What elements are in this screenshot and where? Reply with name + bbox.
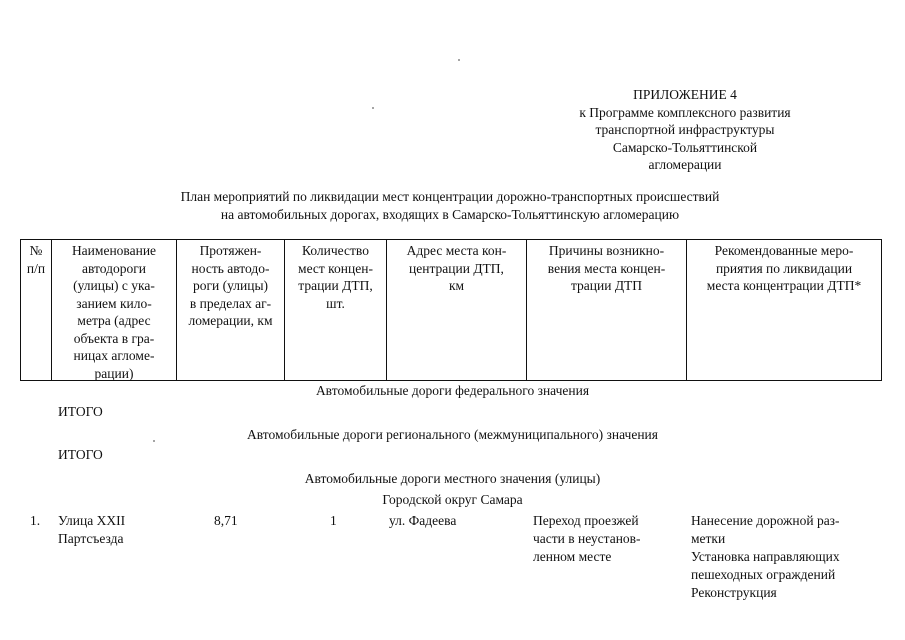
row-measures-line: метки: [691, 531, 726, 546]
row-road-line: Партсъезда: [58, 531, 124, 546]
row-measures-line: Установка направляющих: [691, 549, 840, 564]
header-text: в пределах аг-: [189, 295, 272, 311]
header-text: автодороги: [82, 260, 146, 276]
header-text: трации ДТП,: [298, 278, 373, 293]
header-text: Рекомендованные меро-: [714, 243, 854, 258]
row-count: 1: [330, 513, 337, 528]
row-reason-line: части в неустанов-: [533, 531, 641, 546]
row-number: 1.: [30, 513, 41, 528]
row-measures-line: Реконструкция: [691, 585, 777, 600]
header-text: (улицы) с ука-: [73, 278, 155, 293]
header-col-address: [387, 240, 527, 380]
plan-title-line: на автомобильных дорогах, входящих в Самарско-Тольяттинскую агломерацию: [220, 207, 680, 222]
header-col-length: [177, 240, 285, 380]
appendix-line: транспортной инфраструктуры: [595, 122, 775, 137]
appendix-block: [560, 86, 810, 174]
section-federal: Автомобильные дороги федерального значения: [315, 383, 590, 398]
header-text: №: [29, 243, 43, 258]
scan-speck: [372, 107, 374, 109]
row-measures-line: пешеходных ограждений: [691, 567, 836, 582]
header-col-road: [52, 240, 177, 380]
section-local: Автомобильные дороги местного значения (улицы): [304, 471, 601, 486]
header-text: трации ДТП: [570, 278, 643, 293]
header-text: ность автодо-: [191, 260, 270, 276]
header-text: Наименование: [71, 243, 157, 258]
section-regional: Автомобильные дороги регионального (межмуниципального) значения: [246, 427, 658, 442]
row-reason-line: ленном месте: [533, 549, 612, 564]
appendix-line: к Программе комплексного развития: [579, 104, 791, 120]
header-text: вения места концен-: [547, 260, 666, 276]
header-text: мест концен-: [298, 260, 373, 276]
row-length: 8,71: [214, 513, 238, 528]
header-text: метра (адрес: [77, 313, 151, 328]
appendix-line: ПРИЛОЖЕНИЕ 4: [633, 87, 737, 102]
row-road-name: [58, 512, 125, 548]
row-address: ул. Фадеева: [389, 513, 457, 528]
row-measures: [691, 512, 840, 602]
header-text: Протяжен-: [199, 243, 262, 258]
itogo-regional: ИТОГО: [58, 447, 103, 462]
plan-title-line: План мероприятий по ликвидации мест концентрации дорожно-транспортных происшествий: [180, 189, 720, 204]
appendix-line: Самарско-Тольяттинской: [612, 139, 758, 155]
header-text: Причины возникно-: [548, 243, 665, 258]
row-reason-line: Переход проезжей: [533, 513, 639, 528]
header-col-num: [21, 240, 52, 380]
appendix-line: агломерации: [648, 157, 722, 172]
header-text: рации): [94, 365, 134, 381]
header-text: Адрес места кон-: [406, 243, 507, 258]
scan-speck: [458, 59, 460, 61]
table-header: [20, 239, 882, 381]
plan-title: [90, 188, 810, 224]
header-text: места концентрации ДТП*: [706, 278, 862, 293]
header-text: роги (улицы): [192, 278, 269, 293]
header-text: центрации ДТП,: [409, 260, 504, 276]
header-text: Количество: [302, 243, 369, 258]
header-text: ломерации, км: [188, 313, 273, 328]
row-measures-line: Нанесение дорожной раз-: [691, 513, 840, 528]
header-col-reason: [527, 240, 687, 380]
section-district: Городской округ Самара: [382, 492, 523, 507]
itogo-federal: ИТОГО: [58, 404, 103, 419]
row-road-line: Улица XXII: [58, 513, 126, 528]
header-text: п/п: [26, 260, 46, 276]
header-text: занием кило-: [76, 295, 152, 311]
row-reason: [533, 512, 641, 566]
scan-speck: [153, 440, 155, 442]
header-col-count: [285, 240, 387, 380]
header-text: приятия по ликвидации: [715, 260, 853, 276]
header-text: шт.: [326, 295, 345, 311]
header-text: объекта в гра-: [73, 330, 155, 346]
header-text: ницах агломе-: [73, 348, 155, 363]
header-col-measures: [687, 240, 881, 380]
header-text: км: [448, 278, 465, 293]
